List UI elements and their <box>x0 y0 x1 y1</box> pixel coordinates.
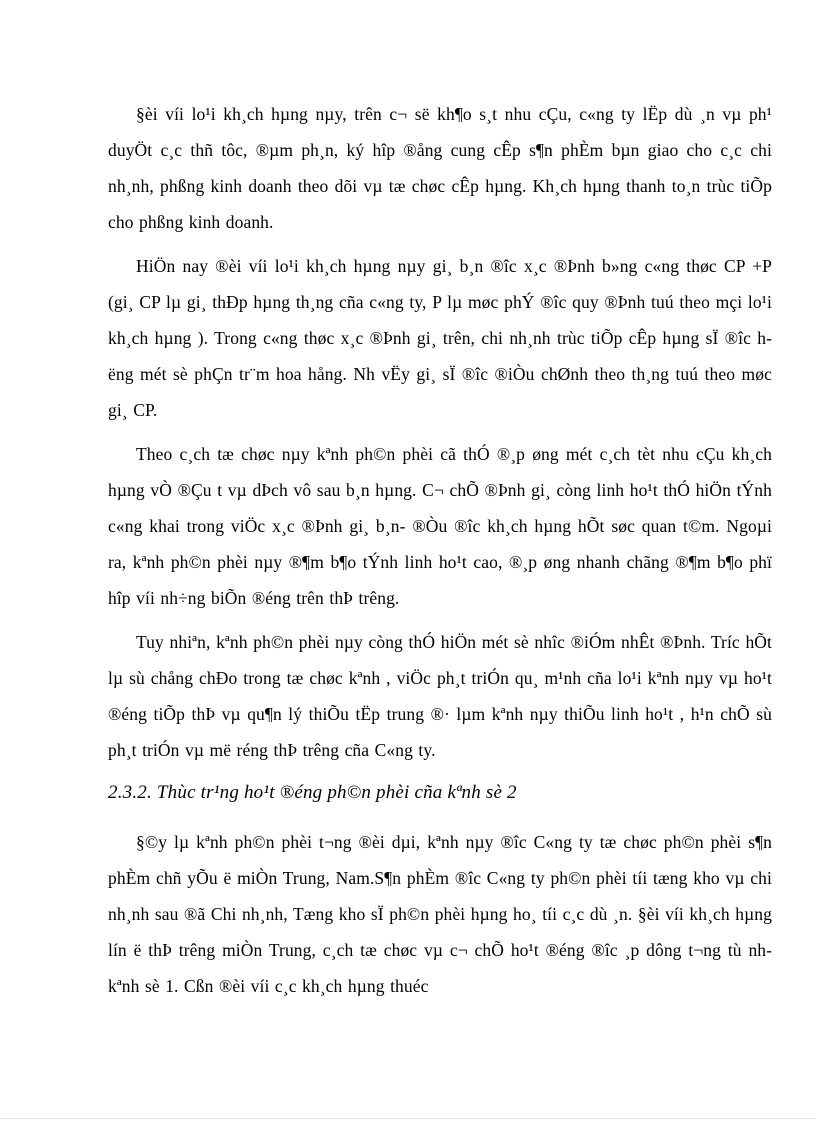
paragraph-4: Tuy nhiªn, kªnh ph©n phèi nµy còng thÓ hiÖn mét sè nhîc ®iÓm nhÊt ®Þnh. Tríc hÕt lµ sù chång chÐo trong tæ chøc kªnh , viÖc ph¸t triÓn qu¸ m¹nh cña lo¹i kªnh nµy vµ ho¹t ®éng tiÕp thÞ vµ qu¶n lý thiÕu tËp trung ®· lµm kªnh nµy thiÕu linh ho¹t , h¹n chÕ sù ph¸t triÓn vµ më réng thÞ trêng cña C«ng ty. <box>108 632 772 760</box>
section-heading: 2.3.2. Thùc tr¹ng ho¹t ®éng ph©n phèi cña kªnh sè 2 <box>108 782 517 803</box>
paragraph-1: §èi víi lo¹i kh¸ch hµng nµy, trên c¬ së kh¶o s¸t nhu cÇu, c«ng ty lËp dù ¸n vµ ph¹ duyÖt c¸c thñ tôc, ®µm ph¸n, ký hîp ®ång cung cÊp s¶n phÈm bµn giao cho c¸c chi nh¸nh, phßng kinh doanh theo dõi vµ tæ chøc cÊp hµng. Kh¸ch hµng thanh to¸n trùc tiÕp cho phßng kinh doanh. <box>108 104 772 232</box>
paragraph-5: §©y lµ kªnh ph©n phèi t¬ng ®èi dµi, kªnh nµy ®îc C«ng ty tæ chøc ph©n phèi s¶n phÈm chñ yÕu ë miÒn Trung, Nam.S¶n phÈm ®îc C«ng ty ph©n phèi tíi tæng kho vµ chi nh¸nh sau ®ã Chi nh¸nh, Tæng kho sÏ ph©n phèi hµng ho¸ tíi c¸c dù ¸n. §èi víi kh¸ch hµng lín ë thÞ trêng miÒn Trung, c¸ch tæ chøc vµ c¬ chÕ ho¹t ®éng ®îc ¸p dông t¬ng tù nh kªnh sè 1. Cßn ®èi víi c¸c kh¸ch hµng thuéc <box>108 832 772 996</box>
page-bottom-edge <box>0 1118 816 1119</box>
paragraph-2: HiÖn nay ®èi víi lo¹i kh¸ch hµng nµy gi¸ b¸n ®îc x¸c ®Þnh b»ng c«ng thøc CP +P (gi¸ CP lµ gi¸ thÐp hµng th¸ng cña c«ng ty, P lµ møc phÝ ®îc quy ®Þnh tuú theo mçi lo¹i kh¸ch hµng ). Trong c«ng thøc x¸c ®Þnh gi¸ trên, chi nh¸nh trùc tiÕp cÊp hµng sÏ ®îc hëng mét sè phÇn tr¨m hoa hång. Nh vËy gi¸ sÏ ®îc ®iÒu chØnh theo th¸ng tuú theo møc gi¸ CP. <box>108 256 772 420</box>
paragraph-3: Theo c¸ch tæ chøc nµy kªnh ph©n phèi cã thÓ ®¸p øng mét c¸ch tèt nhu cÇu kh¸ch hµng vÒ ®Çu t vµ dÞch vô sau b¸n hµng. C¬ chÕ ®Þnh gi¸ còng linh ho¹t thÓ hiÖn tÝnh c«ng khai trong viÖc x¸c ®Þnh gi¸ b¸n- ®Òu ®îc kh¸ch hµng hÕt søc quan t©m. Ngoµi ra, kªnh ph©n phèi nµy ®¶m b¶o tÝnh linh ho¹t cao, ®¸p øng nhanh chãng ®¶m b¶o phï hîp víi nh÷ng biÕn ®éng trên thÞ trêng. <box>108 444 772 608</box>
page-content <box>108 96 772 1012</box>
